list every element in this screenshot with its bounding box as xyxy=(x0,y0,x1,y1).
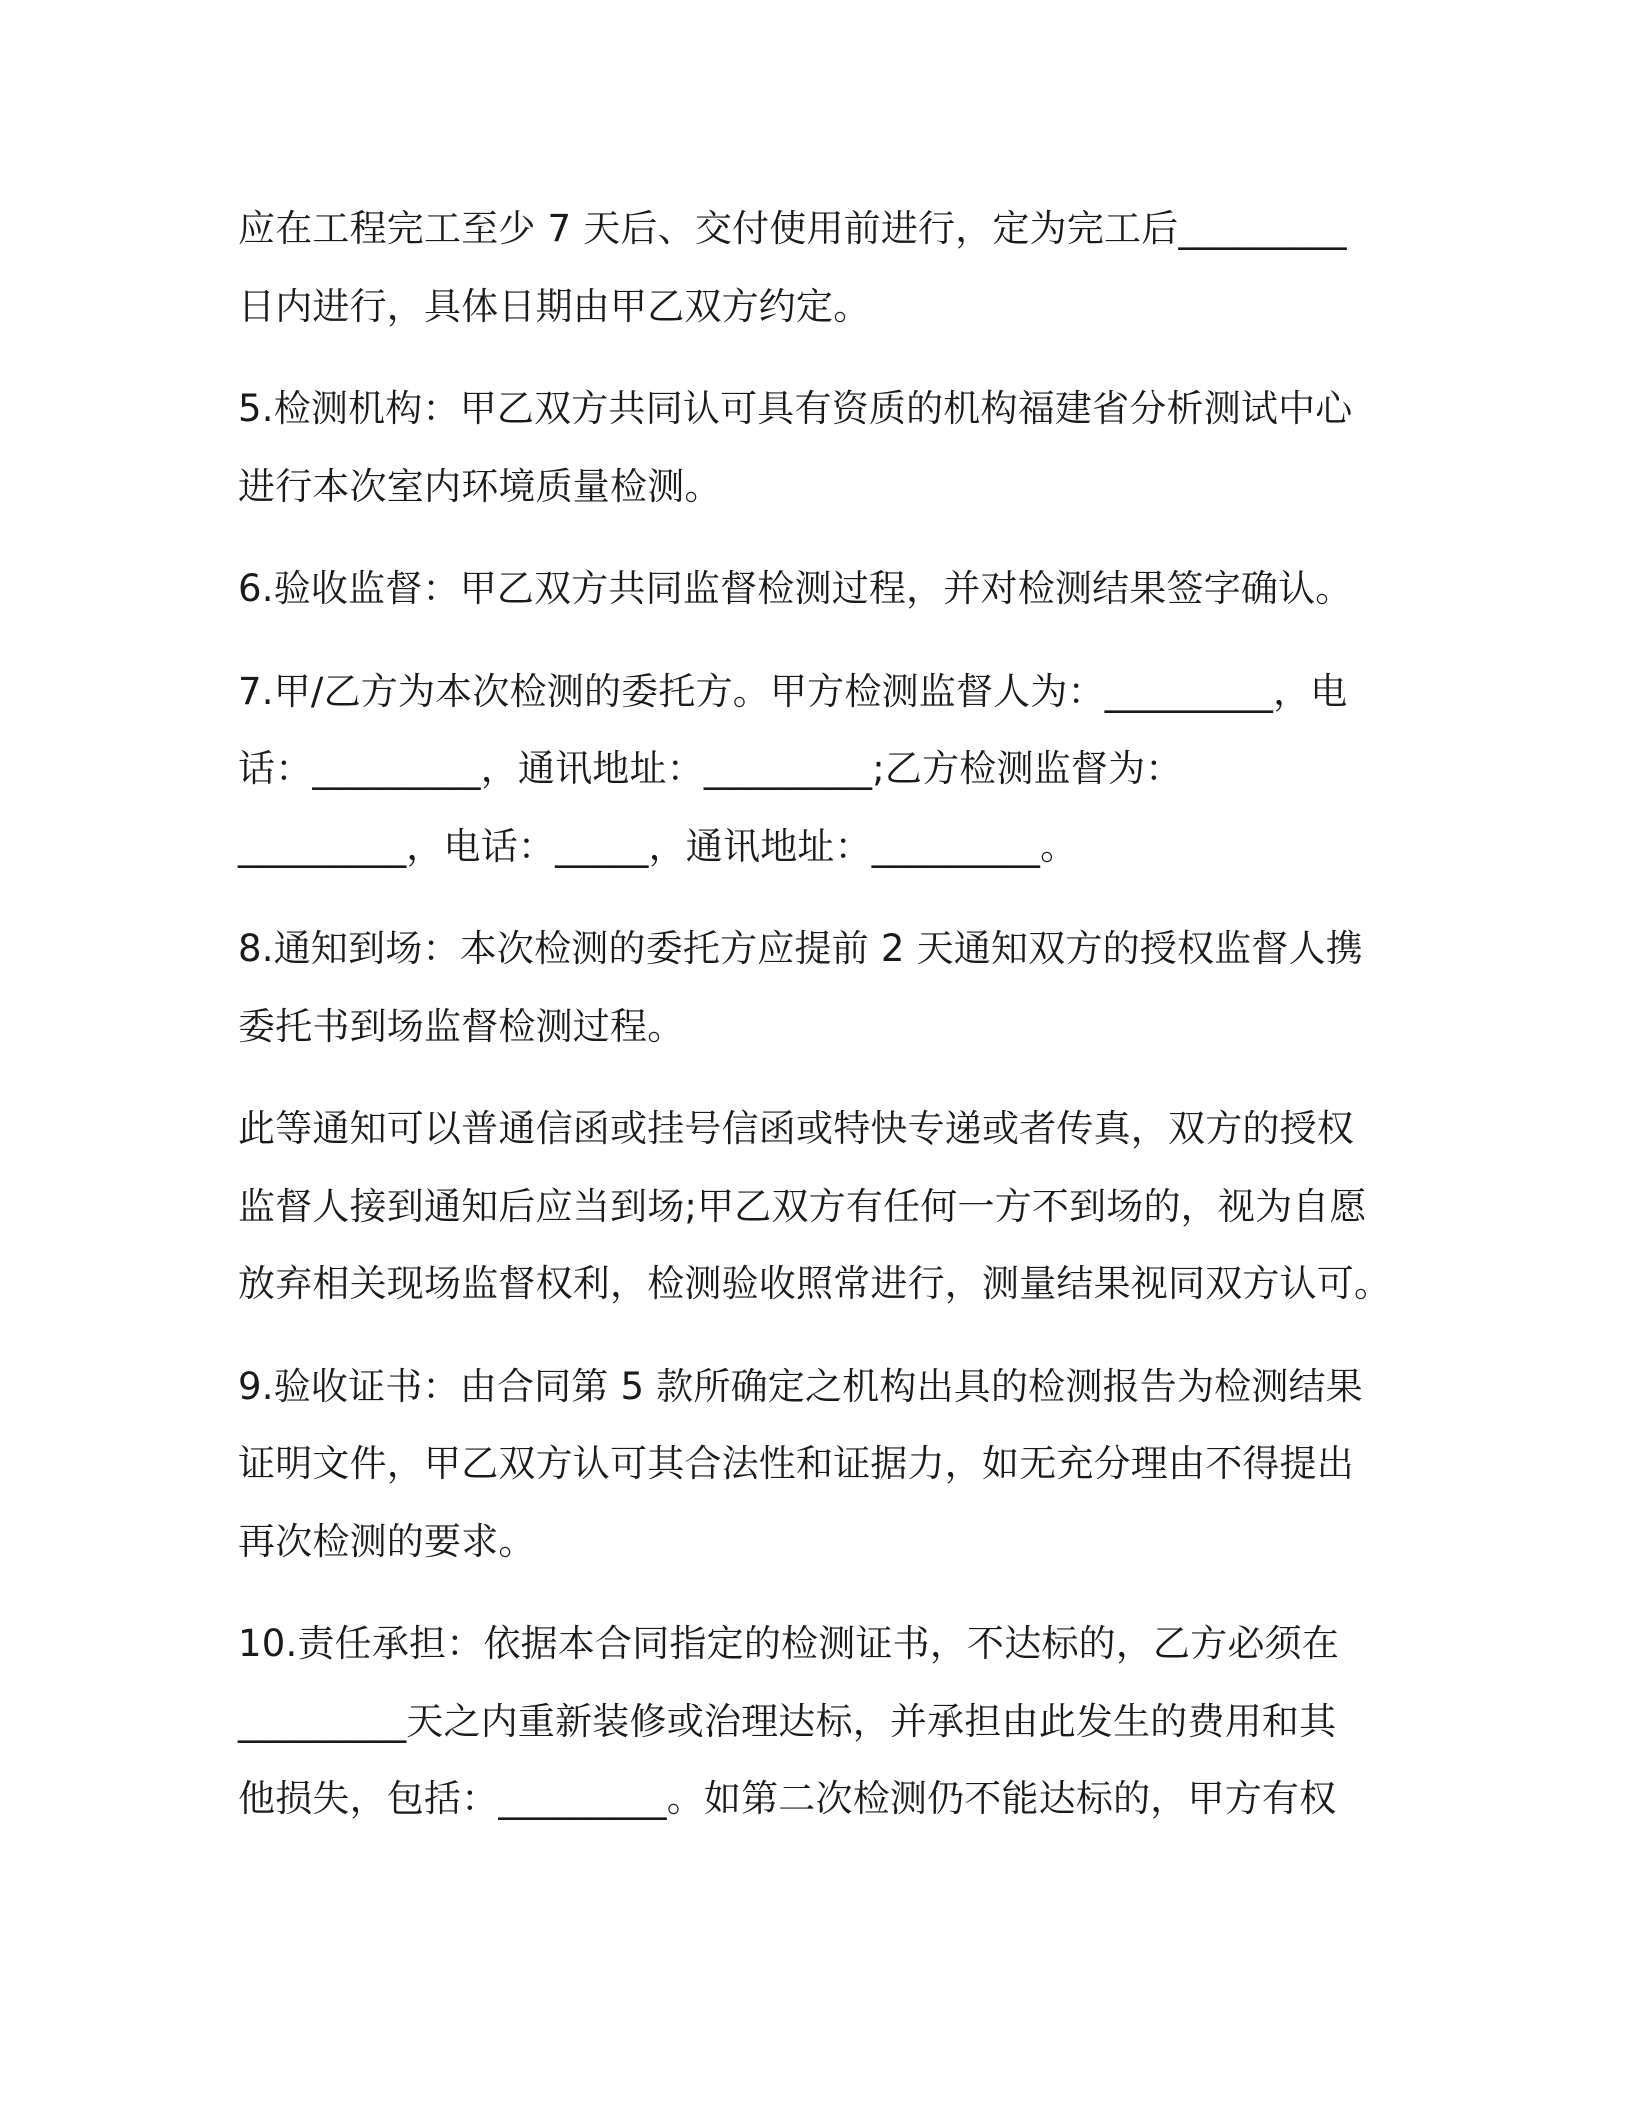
text-line: 此等通知可以普通信函或挂号信函或特快专递或者传真，双方的授权 xyxy=(238,1107,1354,1150)
text-line: _________天之内重新装修或治理达标，并承担由此发生的费用和其 xyxy=(238,1699,1337,1743)
paragraph-notification xyxy=(238,910,1408,1065)
text-line: 6.验收监督：甲乙双方共同监督检测过程，并对检测结果签字确认。 xyxy=(238,567,1353,610)
text-line: 进行本次室内环境质量检测。 xyxy=(238,464,722,508)
paragraph-liability xyxy=(238,1605,1408,1838)
paragraph-acceptance-certificate xyxy=(238,1348,1408,1581)
text-line: 他损失，包括：_________。如第二次检测仍不能达标的，甲方有权 xyxy=(238,1777,1337,1820)
text-line: 7.甲/乙方为本次检测的委托方。甲方检测监督人为：_________，电 xyxy=(238,669,1348,713)
text-line: 证明文件，甲乙双方认可其合法性和证据力，如无充分理由不得提出 xyxy=(238,1442,1354,1485)
text-line: 放弃相关现场监督权利，检测验收照常进行，测量结果视同双方认可。 xyxy=(238,1262,1392,1305)
paragraph-commissioning-party xyxy=(238,653,1408,886)
document-body xyxy=(238,190,1408,1838)
paragraph-acceptance-supervision xyxy=(238,550,1408,628)
text-line: 监督人接到通知后应当到场;甲乙双方有任何一方不到场的，视为自愿 xyxy=(238,1184,1367,1228)
text-line: 再次检测的要求。 xyxy=(238,1519,536,1563)
paragraph-notice-method xyxy=(238,1090,1408,1323)
text-line: 8.通知到场：本次检测的委托方应提前 2 天通知双方的授权监督人携 xyxy=(238,927,1363,970)
text-line: _________，电话：_____，通讯地址：_________。 xyxy=(238,824,1078,868)
text-line: 委托书到场监督检测过程。 xyxy=(238,1004,685,1048)
paragraph-testing-institution xyxy=(238,370,1408,525)
text-line: 10.责任承担：依据本合同指定的检测证书，不达标的，乙方必须在 xyxy=(238,1622,1340,1665)
text-line: 5.检测机构：甲乙双方共同认可具有资质的机构福建省分析测试中心 xyxy=(238,387,1353,430)
text-line: 话：_________，通讯地址：_________;乙方检测监督为： xyxy=(238,747,1183,790)
text-line: 应在工程完工至少 7 天后、交付使用前进行，定为完工后_________ xyxy=(238,207,1347,250)
text-line: 日内进行，具体日期由甲乙双方约定。 xyxy=(238,284,871,328)
paragraph-completion-timing xyxy=(238,190,1408,345)
text-line: 9.验收证书：由合同第 5 款所确定之机构出具的检测报告为检测结果 xyxy=(238,1364,1363,1408)
